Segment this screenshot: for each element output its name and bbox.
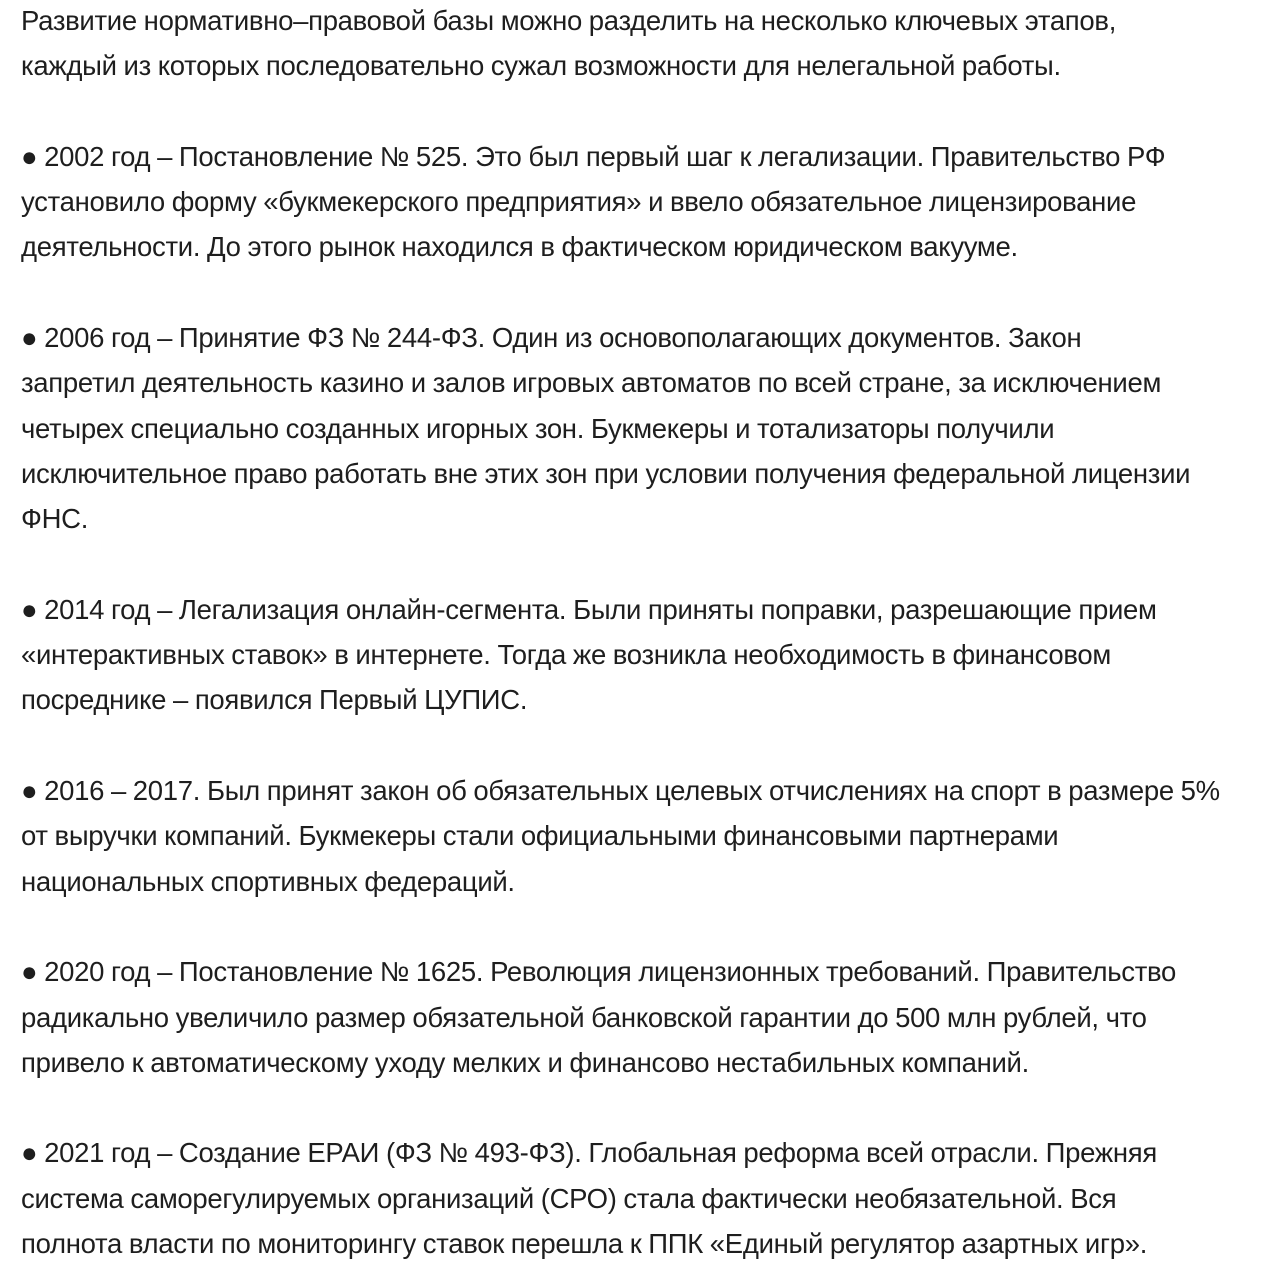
stage-2020-paragraph	[21, 949, 1280, 1085]
bullet-icon: ●	[21, 593, 38, 625]
stage-line: 2014 год – Легализация онлайн-сегмента. Были приняты поправки, разрешающие прием	[37, 593, 1157, 625]
stage-2021-paragraph	[21, 1130, 1280, 1266]
stage-line: установило форму «букмекерского предприятия» и ввело обязательное лицензирование	[21, 186, 1137, 218]
document-body	[21, 0, 1280, 1266]
intro-line: каждый из которых последовательно сужал возможности для нелегальной работы.	[21, 50, 1061, 82]
stage-line: привело к автоматическому уходу мелких и финансово нестабильных компаний.	[21, 1046, 1029, 1078]
stage-line: деятельности. До этого рынок находился в фактическом юридическом вакууме.	[21, 231, 1018, 263]
stage-2014-paragraph	[21, 587, 1280, 723]
stage-line: полнота власти по мониторингу ставок перешла к ППК «Единый регулятор азартных игр».	[21, 1228, 1148, 1260]
stage-line: запретил деятельность казино и залов игровых автоматов по всей стране, за исключением	[21, 367, 1162, 399]
stage-2006-paragraph	[21, 315, 1280, 541]
stage-line: ФНС.	[21, 503, 89, 535]
intro-line: Развитие нормативно–правовой базы можно разделить на несколько ключевых этапов,	[21, 5, 1117, 36]
stage-line: от выручки компаний. Букмекеры стали официальными финансовыми партнерами	[21, 820, 1059, 852]
stage-line: исключительное право работать вне этих зон при условии получения федеральной лицензии	[21, 457, 1191, 489]
stage-line: радикально увеличило размер обязательной банковской гарантии до 500 млн рублей, что	[21, 1001, 1147, 1033]
stage-line: 2002 год – Постановление № 525. Это был первый шаг к легализации. Правительство РФ	[37, 140, 1166, 172]
bullet-icon: ●	[21, 322, 38, 354]
stage-line: система саморегулируемых организаций (СРО) стала фактически необязательной. Вся	[21, 1182, 1117, 1214]
stage-line: 2006 год – Принятие ФЗ № 244-ФЗ. Один из основополагающих документов. Закон	[37, 322, 1082, 354]
stage-2016-2017-paragraph	[21, 768, 1280, 904]
stage-line: «интерактивных ставок» в интернете. Тогда же возникла необходимость в финансовом	[21, 639, 1111, 671]
stage-line: 2016 – 2017. Был принят закон об обязательных целевых отчислениях на спорт в размере 5%	[37, 775, 1220, 807]
bullet-icon: ●	[21, 1137, 38, 1169]
bullet-icon: ●	[21, 956, 38, 988]
stage-line: четырех специально созданных игорных зон. Букмекеры и тотализаторы получили	[21, 412, 1055, 444]
stage-line: 2020 год – Постановление № 1625. Революция лицензионных требований. Правительство	[37, 956, 1177, 988]
intro-paragraph	[21, 0, 1280, 89]
stage-2002-paragraph	[21, 134, 1280, 270]
bullet-icon: ●	[21, 775, 38, 807]
stage-line: 2021 год – Создание ЕРАИ (ФЗ № 493-ФЗ). Глобальная реформа всей отрасли. Прежняя	[37, 1137, 1157, 1169]
stage-line: национальных спортивных федераций.	[21, 865, 515, 897]
bullet-icon: ●	[21, 140, 38, 172]
stage-line: посреднике – появился Первый ЦУПИС.	[21, 684, 528, 716]
